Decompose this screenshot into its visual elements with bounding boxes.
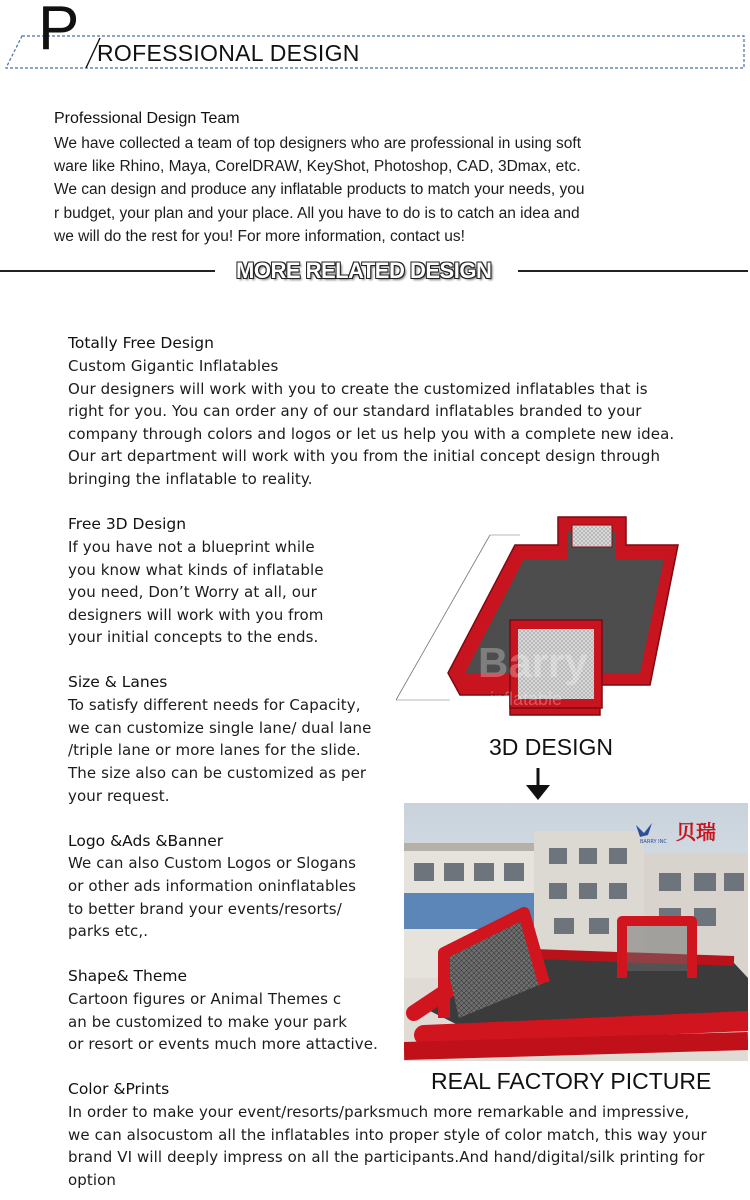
caption-factory-picture: REAL FACTORY PICTURE bbox=[431, 1068, 712, 1094]
intro-title: Professional Design Team bbox=[54, 110, 240, 127]
section-line: or resort or events much more attactive. bbox=[68, 1035, 378, 1053]
section-line: right for you. You can order any of our standard inflatables branded to your bbox=[68, 402, 642, 420]
section-line: we can alsocustom all the inflatables into proper style of color match, this way your bbox=[68, 1126, 707, 1144]
section-line: to better brand your events/resorts/ bbox=[68, 900, 342, 918]
section-line: If you have not a blueprint while bbox=[68, 538, 315, 556]
factory-sign-logo: BARRY INC bbox=[640, 839, 667, 845]
section-line: parks etc,. bbox=[68, 922, 149, 940]
section-title-color-prints: Color &Prints bbox=[68, 1080, 170, 1098]
header-initial-letter: P bbox=[38, 0, 80, 63]
banner-rule-left bbox=[0, 270, 215, 272]
section-line: bringing the inflatable to reality. bbox=[68, 470, 313, 488]
section-line: company through colors and logos or let us help you with a complete new idea. bbox=[68, 425, 675, 443]
section-line: To satisfy different needs for Capacity, bbox=[68, 696, 361, 714]
intro-line: We have collected a team of top designers who are professional in using soft bbox=[54, 135, 582, 152]
intro-line: r budget, your plan and your place. All you have to do is to catch an idea and bbox=[54, 205, 580, 222]
section-line: brand VI will deeply impress on all the participants.And hand/digital/silk printing for bbox=[68, 1148, 705, 1166]
arrow-down-icon bbox=[523, 768, 553, 802]
factory-photo bbox=[404, 803, 748, 1061]
banner-rule-right bbox=[518, 270, 748, 272]
section-line: an be customized to make your park bbox=[68, 1013, 348, 1031]
intro-line: ware like Rhino, Maya, CorelDRAW, KeyShot, Photoshop, CAD, 3Dmax, etc. bbox=[54, 158, 581, 175]
section-line: Our designers will work with you to create the customized inflatables that is bbox=[68, 380, 648, 398]
section-title-free-3d: Free 3D Design bbox=[68, 515, 187, 533]
section-line: you know what kinds of inflatable bbox=[68, 561, 324, 579]
intro-line: We can design and produce any inflatable products to match your needs, you bbox=[54, 181, 585, 198]
header-title: ROFESSIONAL DESIGN bbox=[97, 40, 360, 66]
banner-title: MORE RELATED DESIGN bbox=[236, 258, 492, 283]
section-line: you need, Don’t Worry at all, our bbox=[68, 583, 317, 601]
section-title-free-design: Totally Free Design bbox=[68, 334, 214, 352]
factory-sign-text: 贝瑞 bbox=[676, 820, 716, 844]
section-title-size-lanes: Size & Lanes bbox=[68, 673, 168, 691]
section-title-logo-ads: Logo &Ads &Banner bbox=[68, 832, 224, 850]
section-line: your request. bbox=[68, 787, 170, 805]
section-line: Our art department will work with you from the initial concept design through bbox=[68, 447, 661, 465]
caption-3d-design: 3D DESIGN bbox=[489, 734, 613, 760]
section-line: option bbox=[68, 1171, 117, 1189]
section-line: or other ads information oninflatables bbox=[68, 877, 357, 895]
section-line: Cartoon figures or Animal Themes c bbox=[68, 990, 342, 1008]
section-line: /triple lane or more lanes for the slide. bbox=[68, 741, 361, 759]
section-line: In order to make your event/resorts/parksmuch more remarkable and impressive, bbox=[68, 1103, 690, 1121]
intro-line: we will do the rest for you! For more information, contact us! bbox=[54, 228, 465, 245]
section-title-shape-theme: Shape& Theme bbox=[68, 967, 188, 985]
section-line: we can customize single lane/ dual lane bbox=[68, 719, 372, 737]
section-line: We can also Custom Logos or Slogans bbox=[68, 854, 357, 872]
section-line: The size also can be customized as per bbox=[68, 764, 367, 782]
watermark-subtext: inflatable bbox=[490, 689, 563, 709]
section-line: Custom Gigantic Inflatables bbox=[68, 357, 279, 375]
section-line: designers will work with you from bbox=[68, 606, 324, 624]
3d-design-image bbox=[390, 505, 690, 720]
watermark-text: Barry bbox=[478, 639, 588, 686]
section-line: your initial concepts to the ends. bbox=[68, 628, 319, 646]
